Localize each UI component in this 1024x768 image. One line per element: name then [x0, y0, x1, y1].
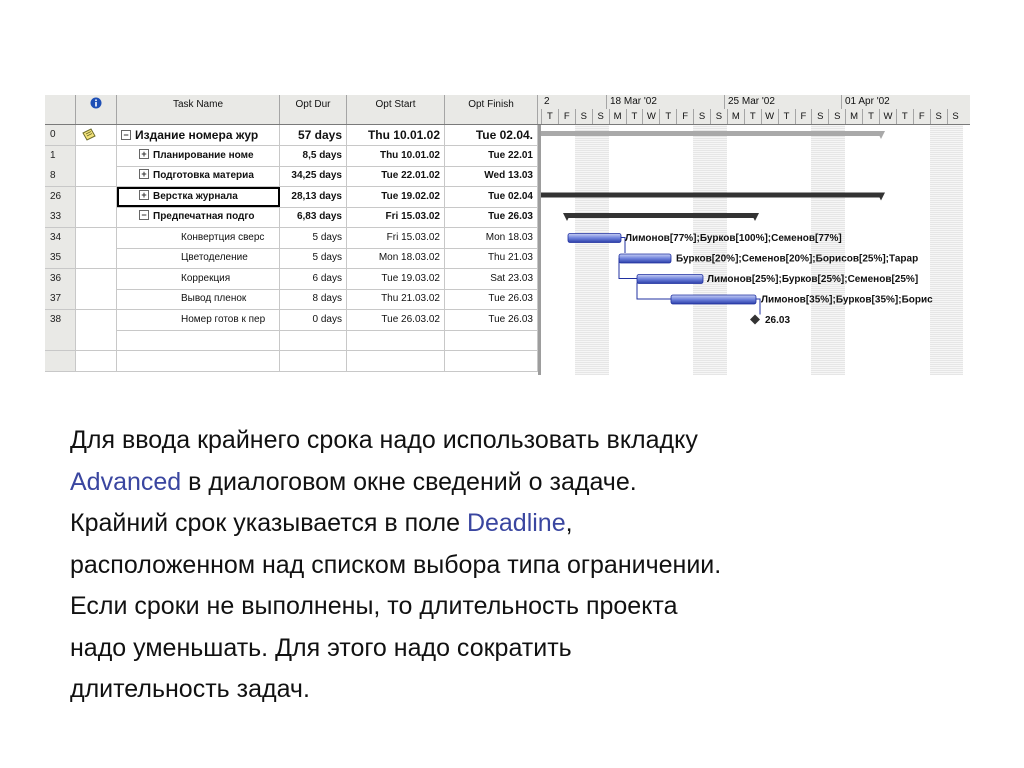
collapse-icon[interactable]: −	[139, 210, 149, 220]
resource-label: Лимонов[25%];Бурков[25%];Семенов[25%]	[707, 274, 919, 285]
para-line-5: Если сроки не выполнены, то длительность проекта	[70, 592, 678, 620]
task-bar-color-separation	[619, 254, 671, 263]
task-name-cell[interactable]	[117, 269, 280, 289]
opt-finish-cell[interactable]: Wed 13.03	[445, 166, 538, 186]
project-screenshot	[45, 95, 970, 375]
opt-start-cell[interactable]: Tue 19.02.02	[347, 187, 445, 207]
project-summary-bar	[541, 131, 881, 136]
opt-start-cell[interactable]: Fri 15.03.02	[347, 228, 445, 248]
link-36-37	[637, 283, 671, 300]
row-indicator	[76, 269, 117, 289]
body-paragraph	[70, 420, 990, 711]
gantt-day-label: T	[744, 109, 761, 124]
expand-icon[interactable]: +	[139, 190, 149, 200]
gantt-day-label: W	[642, 109, 659, 124]
opt-start-cell[interactable]: Fri 15.03.02	[347, 207, 445, 227]
task-name: Предпечатная подго	[153, 211, 255, 222]
opt-start-cell[interactable]: Mon 18.03.02	[347, 248, 445, 268]
gantt-day-label: S	[710, 109, 727, 124]
expand-icon[interactable]: +	[139, 149, 149, 159]
table-row[interactable]	[45, 351, 538, 372]
gantt-day-label: F	[558, 109, 575, 124]
table-row[interactable]	[45, 207, 538, 228]
gantt-day-label: M	[727, 109, 744, 124]
gantt-day-label: M	[845, 109, 862, 124]
task-name-cell[interactable]	[117, 207, 280, 227]
opt-dur-column-header[interactable]: Opt Dur	[280, 95, 347, 124]
opt-finish-cell[interactable]	[445, 330, 538, 350]
para-line-7: длительность задач.	[70, 675, 310, 703]
opt-start-cell[interactable]: Thu 21.03.02	[347, 289, 445, 309]
row-indicator	[76, 330, 117, 350]
table-row[interactable]	[45, 187, 538, 208]
gantt-week-label: 2	[544, 96, 550, 107]
table-row[interactable]	[45, 269, 538, 290]
opt-dur-cell[interactable]: 0 days	[280, 310, 347, 330]
task-name: Подготовка материа	[153, 170, 254, 181]
task-table	[45, 95, 541, 375]
gantt-day-label: T	[541, 109, 558, 124]
row-indicator	[76, 146, 117, 166]
gantt-day-label: T	[778, 109, 795, 124]
row-id[interactable]: 38	[45, 310, 76, 330]
advanced-term: Advanced	[70, 467, 182, 496]
opt-finish-cell[interactable]: Tue 02.04	[445, 187, 538, 207]
row-indicator	[76, 125, 117, 145]
task-name-cell[interactable]	[117, 289, 280, 309]
row-id[interactable]: 35	[45, 248, 76, 268]
row-id[interactable]: 8	[45, 166, 76, 186]
row-indicator	[76, 228, 117, 248]
indicator-column-header[interactable]	[76, 95, 117, 124]
task-name: Планирование номе	[153, 149, 254, 161]
task-name: Цветоделение	[181, 252, 248, 263]
task-bar-convert	[568, 234, 621, 243]
row-indicator	[76, 310, 117, 330]
gantt-day-label: T	[626, 109, 643, 124]
opt-dur-cell[interactable]	[280, 330, 347, 350]
resource-label: 26.03	[765, 315, 791, 326]
task-name: Конвертция сверс	[181, 231, 265, 243]
opt-finish-column-header[interactable]: Opt Finish	[445, 95, 538, 124]
info-icon	[90, 97, 102, 109]
row-indicator	[76, 187, 117, 207]
id-column-header[interactable]	[45, 95, 76, 124]
row-indicator	[76, 166, 117, 186]
row-indicator	[76, 351, 117, 371]
opt-start-column-header[interactable]: Opt Start	[347, 95, 445, 124]
link-37-38	[756, 299, 760, 315]
opt-dur-cell[interactable]: 6,83 days	[280, 207, 347, 227]
gantt-day-label: S	[592, 109, 609, 124]
note-icon	[81, 128, 97, 142]
gantt-week-label: 25 Mar '02	[724, 95, 841, 109]
gantt-day-label: S	[575, 109, 592, 124]
opt-finish-cell[interactable]: Sat 23.03	[445, 269, 538, 289]
opt-finish-cell[interactable]: Tue 22.01	[445, 146, 538, 166]
opt-finish-cell[interactable]	[445, 351, 538, 371]
table-row[interactable]	[45, 146, 538, 167]
row-id[interactable]	[45, 351, 76, 371]
prepress-summary-bar	[567, 213, 755, 218]
opt-start-cell[interactable]: Tue 19.03.02	[347, 269, 445, 289]
resource-label: Бурков[20%];Семенов[20%];Борисов[25%];Тарар	[676, 253, 919, 265]
gantt-day-label: T	[659, 109, 676, 124]
task-name-cell[interactable]	[117, 125, 280, 145]
opt-start-cell[interactable]: Thu 10.01.02	[347, 125, 445, 145]
table-row[interactable]	[45, 310, 538, 331]
opt-finish-cell[interactable]: Mon 18.03	[445, 228, 538, 248]
gantt-bars	[541, 95, 970, 375]
table-row[interactable]	[45, 330, 538, 351]
gantt-day-label: S	[947, 109, 964, 124]
row-indicator	[76, 289, 117, 309]
gantt-week-label: 18 Mar '02	[606, 95, 724, 109]
opt-finish-cell[interactable]: Thu 21.03	[445, 248, 538, 268]
gantt-week-label: 01 Apr '02	[841, 95, 970, 109]
opt-dur-cell[interactable]: 6 days	[280, 269, 347, 289]
opt-finish-cell[interactable]: Tue 26.03	[445, 207, 538, 227]
opt-finish-cell[interactable]: Tue 02.04.	[445, 125, 538, 145]
task-name: Номер готов к пер	[181, 313, 266, 325]
para-line-3: Крайний срок указывается в поле	[70, 509, 467, 537]
row-id[interactable]: 36	[45, 269, 76, 289]
opt-dur-cell[interactable]	[280, 351, 347, 371]
resource-label: Лимонов[77%];Бурков[100%];Семенов[77%]	[625, 233, 842, 244]
opt-dur-cell[interactable]: 57 days	[280, 125, 347, 145]
gantt-chart	[541, 95, 970, 375]
opt-dur-cell[interactable]: 5 days	[280, 248, 347, 268]
row-indicator	[76, 207, 117, 227]
milestone-diamond	[750, 315, 760, 325]
gantt-day-label: S	[693, 109, 710, 124]
task-name-cell[interactable]	[117, 187, 280, 207]
gantt-day-label: F	[676, 109, 693, 124]
opt-dur-cell[interactable]: 8,5 days	[280, 146, 347, 166]
table-row[interactable]	[45, 289, 538, 310]
row-id[interactable]	[45, 330, 76, 350]
opt-start-cell[interactable]: Tue 22.01.02	[347, 166, 445, 186]
task-name-cell[interactable]	[117, 166, 280, 186]
task-name: Издание номера жур	[135, 128, 259, 142]
row-id[interactable]: 1	[45, 146, 76, 166]
table-header	[45, 95, 541, 125]
task-name-cell[interactable]	[117, 310, 280, 330]
task-name-cell[interactable]	[117, 228, 280, 248]
opt-dur-cell[interactable]: 8 days	[280, 289, 347, 309]
para-comma: ,	[565, 509, 573, 537]
expand-icon[interactable]: +	[139, 169, 149, 179]
task-bar-film-output	[671, 295, 756, 304]
task-name-cell[interactable]	[117, 248, 280, 268]
task-name: Верстка журнала	[153, 190, 238, 202]
gantt-day-label: W	[761, 109, 778, 124]
deadline-term: Deadline	[466, 509, 566, 537]
opt-start-cell[interactable]: Tue 26.03.02	[347, 310, 445, 330]
row-id[interactable]: 0	[45, 125, 76, 145]
opt-start-cell[interactable]	[347, 330, 445, 350]
task-name-cell[interactable]	[117, 351, 280, 371]
gantt-day-label: S	[828, 109, 845, 124]
resource-label: Лимонов[35%];Бурков[35%];Борис	[761, 294, 933, 306]
opt-finish-cell[interactable]: Tue 26.03	[445, 289, 538, 309]
gantt-day-label: F	[913, 109, 930, 124]
layout-summary-bar	[541, 193, 881, 198]
row-id[interactable]: 37	[45, 289, 76, 309]
collapse-icon[interactable]: −	[121, 130, 131, 140]
row-id[interactable]: 33	[45, 207, 76, 227]
row-id[interactable]: 34	[45, 228, 76, 248]
opt-finish-cell[interactable]: Tue 26.03	[445, 310, 538, 330]
gantt-day-label: T	[896, 109, 913, 124]
gantt-day-label: F	[795, 109, 812, 124]
row-id[interactable]: 26	[45, 187, 76, 207]
task-name: Вывод пленок	[181, 293, 247, 304]
task-bar-correction	[637, 275, 703, 284]
para-line-4: расположенном над списком выбора типа ограничении.	[70, 550, 722, 579]
opt-dur-cell[interactable]: 34,25 days	[280, 166, 347, 186]
row-indicator	[76, 248, 117, 268]
table-row[interactable]	[45, 228, 538, 249]
gantt-day-label: S	[930, 109, 947, 124]
task-name-column-header[interactable]: Task Name	[117, 95, 280, 124]
para-line-1: Для ввода крайнего срока надо использовать вкладку	[70, 426, 698, 454]
task-name-cell[interactable]	[117, 146, 280, 166]
para-line-6: надо уменьшать. Для этого надо сократить	[70, 633, 572, 662]
table-row[interactable]	[45, 125, 538, 146]
task-name: Коррекция	[181, 272, 231, 284]
table-row[interactable]	[45, 166, 538, 187]
table-row[interactable]	[45, 248, 538, 269]
opt-dur-cell[interactable]: 5 days	[280, 228, 347, 248]
task-name-cell[interactable]	[117, 330, 280, 350]
para-line-2: в диалоговом окне сведений о задаче.	[181, 467, 637, 496]
gantt-day-label: T	[862, 109, 879, 124]
opt-dur-cell[interactable]: 28,13 days	[280, 187, 347, 207]
opt-start-cell[interactable]: Thu 10.01.02	[347, 146, 445, 166]
gantt-day-label: M	[609, 109, 626, 124]
opt-start-cell[interactable]	[347, 351, 445, 371]
gantt-day-label: S	[811, 109, 828, 124]
gantt-day-label: W	[879, 109, 896, 124]
